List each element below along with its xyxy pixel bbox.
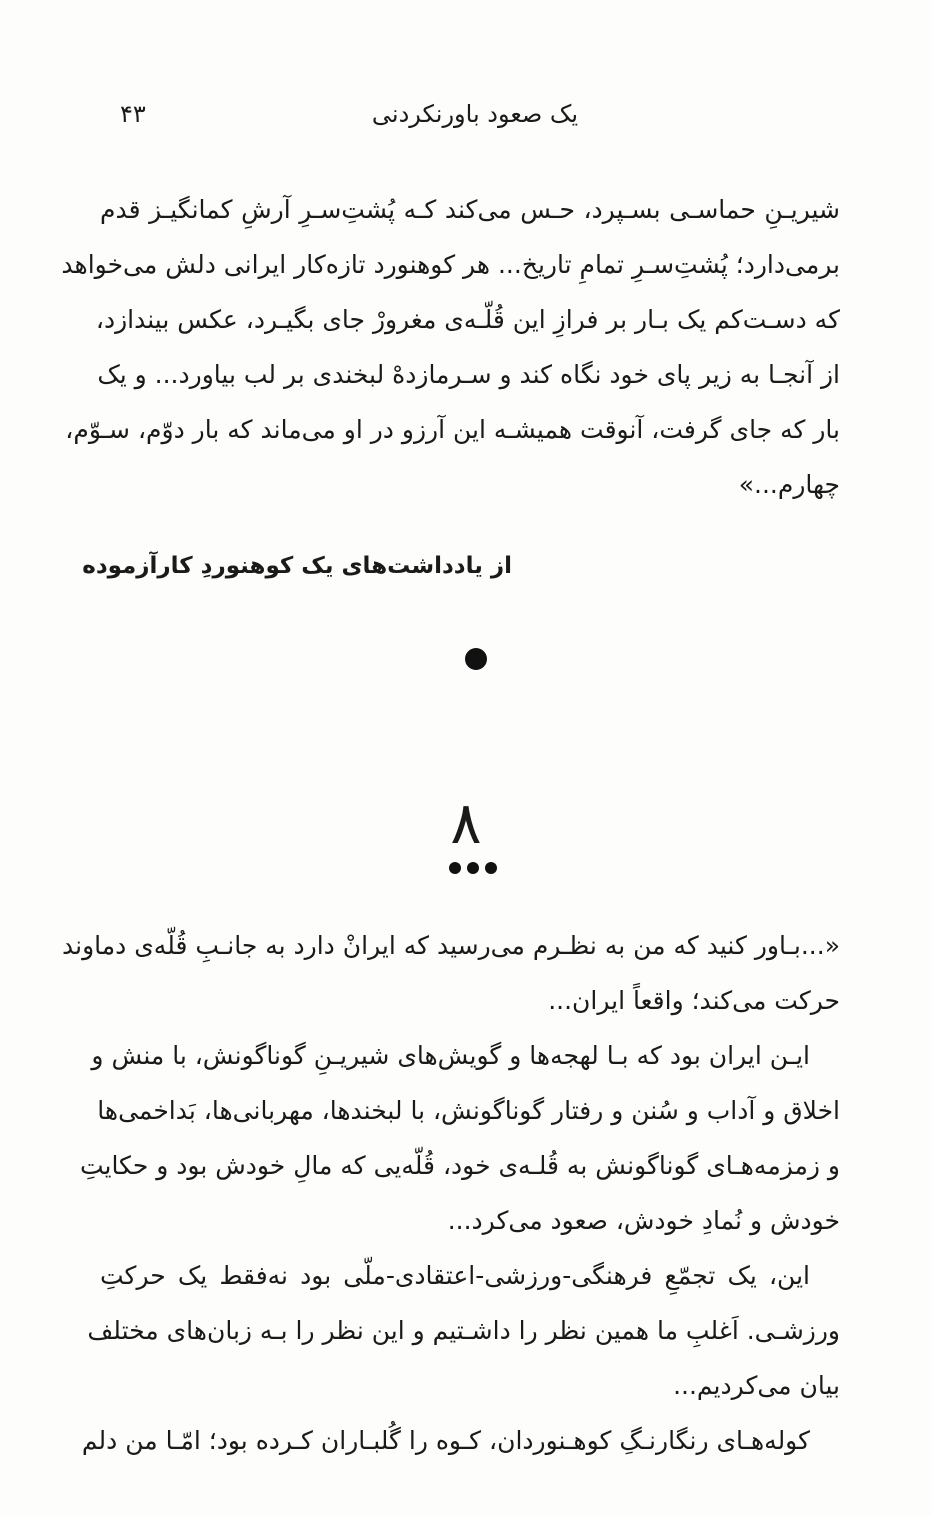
chapter-number: ۸	[450, 789, 482, 857]
page-number: ۴۳	[120, 100, 146, 128]
text-line: این، یک تجمّعِ فرهنگی-ورزشی-اعتقادی-ملّی بود نه‌فقط یک حرکتِ	[100, 1261, 810, 1290]
section-bullet-icon	[465, 648, 487, 670]
text-line: برمی‌دارد؛ پُشتِ‌سـرِ تمامِ تاریخ... هر کوهنورد تازه‌کار ایرانی دلش می‌خواهد	[61, 250, 840, 279]
page-header	[110, 100, 840, 136]
text-line: چهارم...»	[738, 470, 840, 499]
text-line: خودش و نُمادِ خودش، صعود می‌کرد...	[447, 1206, 840, 1235]
text-line: «...بـاور کنید که من به نظـرم می‌رسید که ایرانْ دارد به جانـبِ قُلّه‌ی دماوند	[61, 931, 840, 960]
text-line: که دسـت‌کم یک بـار بر فرازِ این قُلّـه‌ی مغرورْ جای بگیـرد، عکس بیندازد،	[95, 305, 840, 334]
text-line: ورزشـی. اَغلبِ ما همین نظر را داشـتیم و این نظر را بـه زبان‌های مختلف	[87, 1316, 840, 1345]
text-line: ایـن ایران بود که بـا لهجه‌ها و گویش‌های شیریـنِ گوناگونش، با منش و	[91, 1041, 810, 1070]
three-dots-ornament-icon	[449, 862, 497, 876]
body-text	[61, 918, 840, 1468]
running-title: یک صعود باورنکردنی	[371, 100, 579, 128]
text-line: کوله‌هـای رنگارنـگِ کوهـنوردان، کـوه را گُلبـاران کـرده بود؛ امّـا من دلم	[81, 1426, 810, 1455]
quote-attribution: از یادداشت‌های یک کوهنوردِ کارآزموده	[82, 553, 512, 579]
text-line: شیریـنِ حماسـی بسـپرد، حـس می‌کند کـه پُشتِ‌سـرِ آرشِ کمانگیـز قدم	[100, 195, 840, 224]
text-line: از آنجـا به زیر پای خود نگاه کند و سـرمازدهْ لبخندی بر لب بیاورد... و یک	[97, 360, 840, 389]
text-line: بیان می‌کردیم...	[673, 1371, 840, 1400]
text-line: و زمزمه‌هـای گوناگونش به قُلـه‌ی خود، قُلّه‌یی که مالِ خودش بود و حکایتِ	[79, 1151, 840, 1180]
quote-paragraph	[61, 182, 840, 512]
text-line: اخلاق و آداب و سُنن و رفتار گوناگونش، با لبخندها، مهربانی‌ها، بَداخمی‌ها	[97, 1096, 840, 1125]
text-line: حرکت می‌کند؛ واقعاً ایران...	[548, 986, 840, 1015]
text-line: بار که جای گرفت، آنوقت همیشـه این آرزو در او می‌ماند که بار دوّم، سـوّم،	[65, 415, 840, 444]
